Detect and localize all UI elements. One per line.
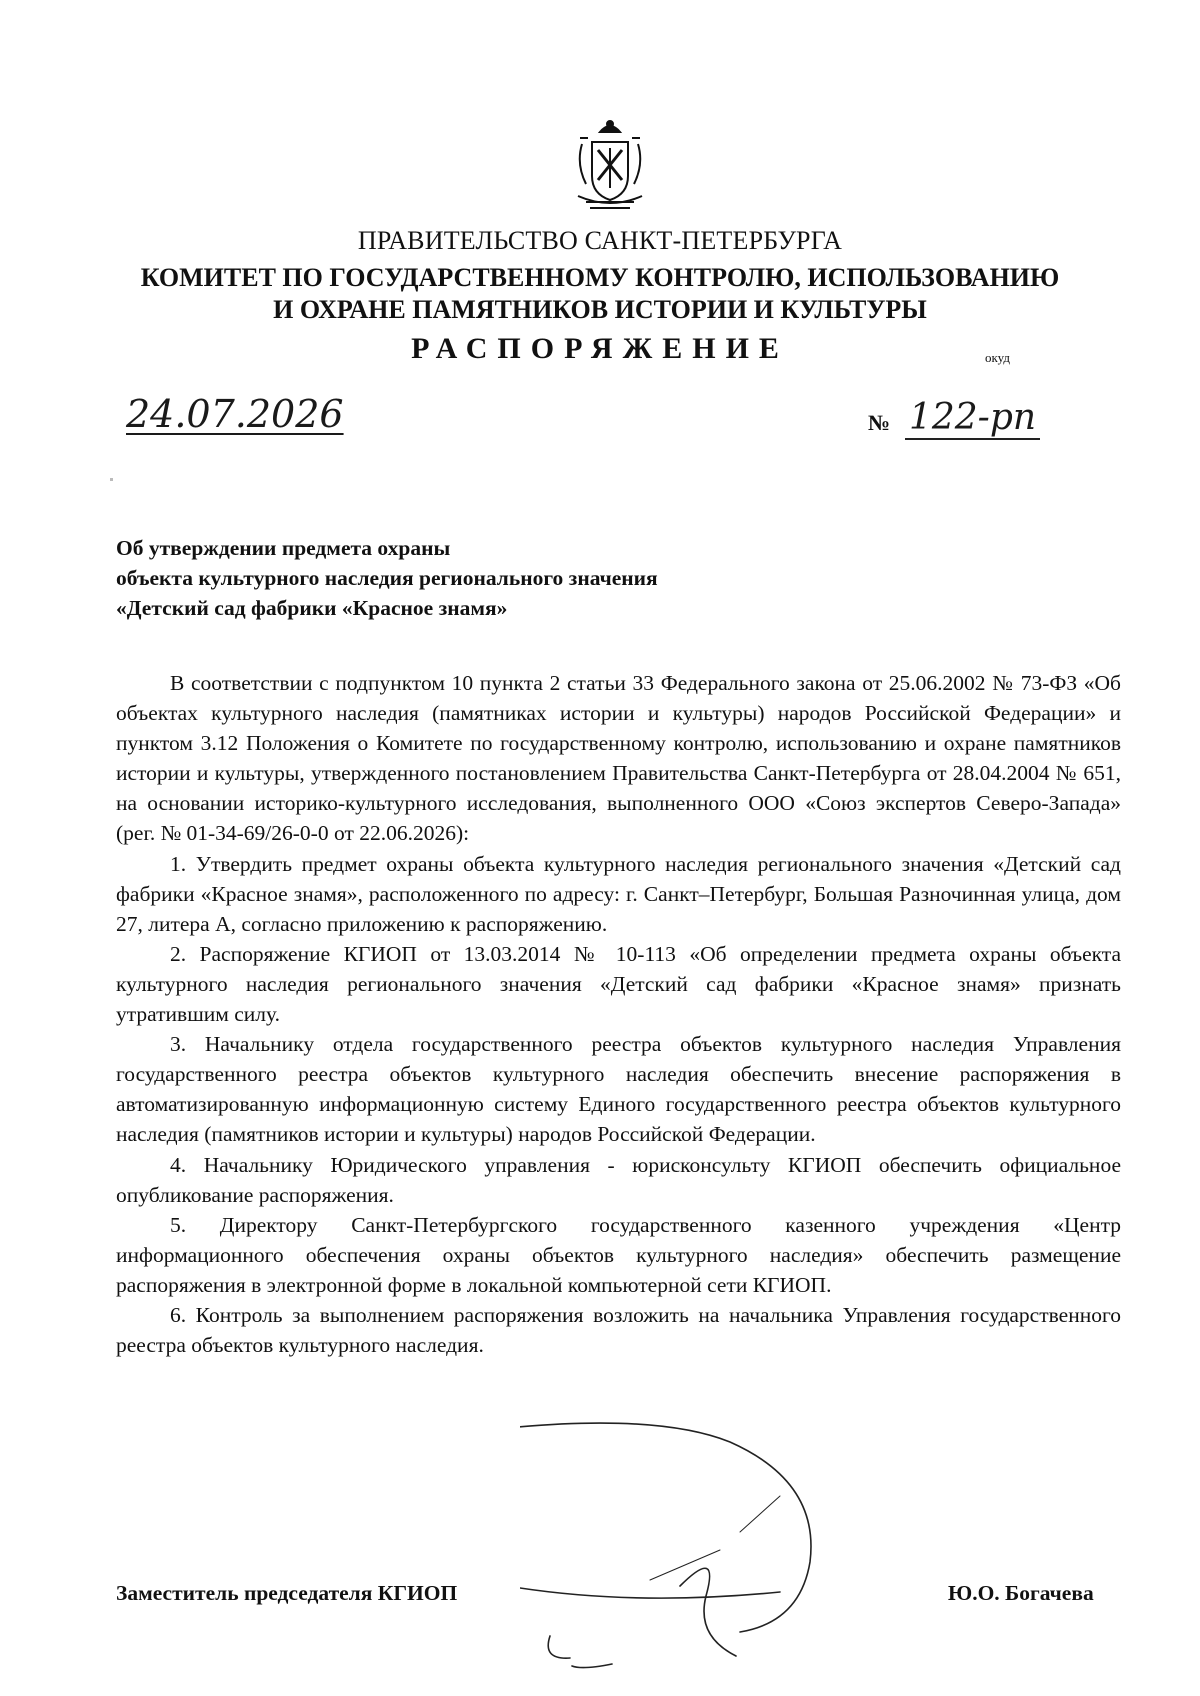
item-5-paragraph: 5. Директору Санкт-Петербургского государственного казенного учреждения «Центр информационного обеспечения охраны объектов культурного наследия» обеспечить размещение распоряжения в электронной форме в локальной компьютерной сети КГИОП. xyxy=(116,1212,1121,1297)
committee-title-line2: И ОХРАНЕ ПАМЯТНИКОВ ИСТОРИИ И КУЛЬТУРЫ xyxy=(273,295,927,324)
committee-title xyxy=(0,262,1200,326)
document-body xyxy=(116,668,1121,1360)
item-1-paragraph: 1. Утвердить предмет охраны объекта культурного наследия регионального значения «Детский сад фабрики «Красное знамя», расположенного по адресу: г. Санкт–Петербург, Большая Разночинная улица, дом 27, литера А, согласно приложению к распоряжению. xyxy=(116,851,1121,936)
item-3-paragraph: 3. Начальнику отдела государственного реестра объектов культурного наследия Управления государственного реестра объектов культурного наследия обеспечить внесение распоряжения в автоматизированную информационную систему Единого государственного реестра объектов культурного наследия (памятников истории и культуры) народов Российской Федерации. xyxy=(116,1032,1121,1147)
signatory-title: Заместитель председателя КГИОП xyxy=(116,1581,458,1605)
item-4-paragraph: 4. Начальнику Юридического управления - юрисконсульту КГИОП обеспечить официальное опубликование распоряжения. xyxy=(116,1152,1121,1207)
preamble-paragraph: В соответствии с подпунктом 10 пункта 2 статьи 33 Федерального закона от 25.06.2002 № 73-ФЗ «Об объектах культурного наследия (памятниках истории и культуры) народов Российской Федерации» и пунктом 3.12 Положения о Комитете по государственному контролю, использованию и охране памятников истории и культуры, утвержденного постановлением Правительства Санкт-Петербурга от 28.04.2004 № 651, на основании историко-культурного исследования, выполненного ООО «Союз экспертов Северо-Запада» (рег. № 01-34-69/26-0-0 от 22.06.2026): xyxy=(116,671,1121,846)
subject-line2: объекта культурного наследия регионального значения xyxy=(116,566,658,590)
government-title: ПРАВИТЕЛЬСТВО САНКТ-ПЕТЕРБУРГА xyxy=(357,226,843,255)
okud-label: окуд xyxy=(985,350,1010,365)
document-number: 122-рп xyxy=(905,398,1040,440)
subject-line1: Об утверждении предмета охраны xyxy=(116,536,451,560)
document-subject xyxy=(116,533,658,623)
handwritten-signature xyxy=(520,1418,940,1678)
document-date: 24.07.2026 xyxy=(126,392,344,436)
committee-title-line1: КОМИТЕТ ПО ГОСУДАРСТВЕННОМУ КОНТРОЛЮ, ИСПОЛЬЗОВАНИЮ xyxy=(140,263,1060,292)
scan-dot xyxy=(110,478,113,481)
st-petersburg-coat-of-arms-icon xyxy=(570,118,650,214)
document-type: РАСПОРЯЖЕНИЕ xyxy=(411,332,789,365)
signatory-name: Ю.О. Богачева xyxy=(948,1581,1094,1605)
item-6-paragraph: 6. Контроль за выполнением распоряжения возложить на начальника Управления государственного реестра объектов культурного наследия. xyxy=(116,1302,1121,1358)
subject-line3: «Детский сад фабрики «Красное знамя» xyxy=(116,596,508,620)
number-label: № xyxy=(868,410,891,435)
item-2-paragraph: 2. Распоряжение КГИОП от 13.03.2014 № 10-113 «Об определении предмета охраны объекта культурного наследия регионального значения «Детский сад фабрики «Красное знамя» признать утратившим силу. xyxy=(116,941,1121,1027)
